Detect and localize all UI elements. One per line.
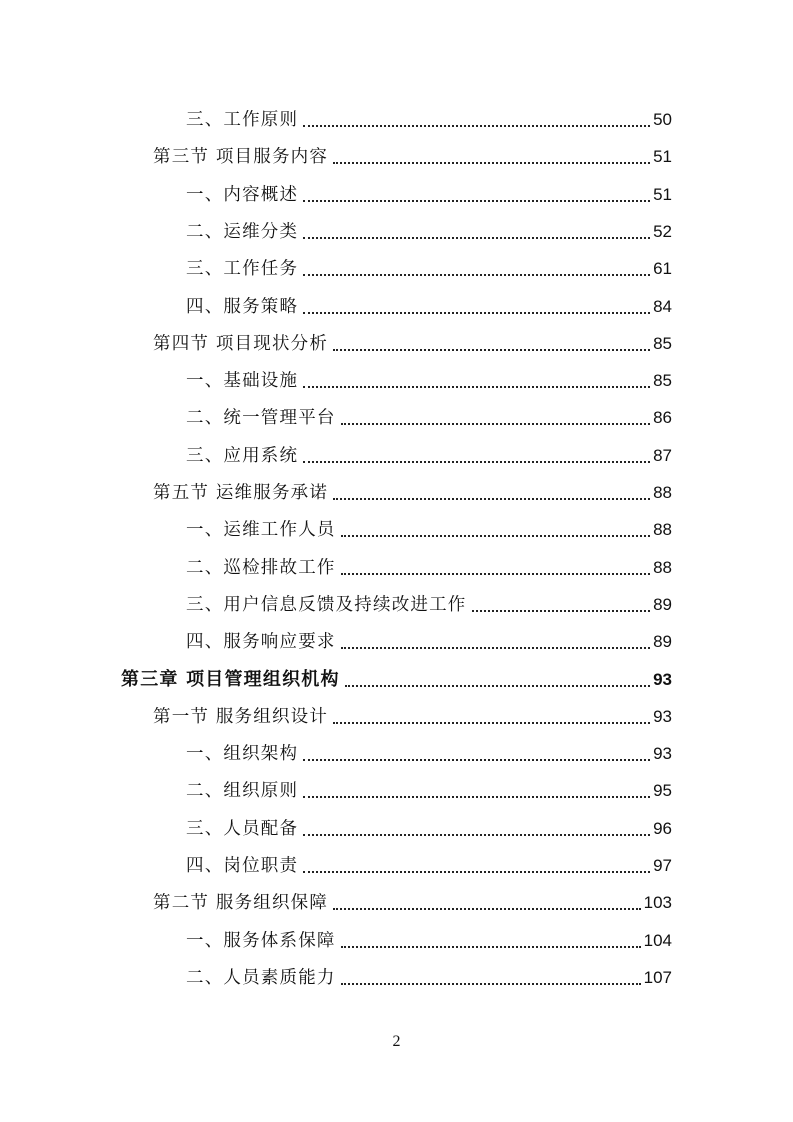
toc-entry-title: 一、内容概述 <box>186 184 299 205</box>
toc-dot-leader <box>303 759 650 761</box>
toc-entry-page: 88 <box>653 483 672 502</box>
toc-entry-page: 97 <box>653 856 672 875</box>
toc-dot-leader <box>333 162 650 164</box>
toc-dot-leader <box>303 386 650 388</box>
toc-entry-page: 88 <box>653 557 672 577</box>
toc-dot-leader <box>341 573 650 575</box>
toc-entry-title: 二、人员素质能力 <box>186 967 336 988</box>
toc-entry[interactable] <box>186 549 672 579</box>
toc-dot-leader <box>333 498 650 500</box>
toc-entry[interactable] <box>186 250 672 280</box>
toc-entry-title: 四、服务策略 <box>186 296 299 317</box>
toc-dot-leader <box>472 610 651 612</box>
toc-entry-page: 51 <box>653 184 672 204</box>
toc-entry[interactable] <box>186 288 672 318</box>
toc-entry-title: 第二节 服务组织保障 <box>153 893 329 914</box>
toc-entry-page: 52 <box>653 221 672 241</box>
toc-dot-leader <box>303 274 650 276</box>
toc-entry[interactable] <box>186 959 672 989</box>
toc-entry-title: 第三节 项目服务内容 <box>153 147 329 168</box>
toc-entry[interactable] <box>186 735 672 765</box>
toc-entry[interactable] <box>186 362 672 392</box>
toc-dot-leader <box>333 349 650 351</box>
toc-entry[interactable] <box>186 810 672 840</box>
toc-entry-title: 三、工作任务 <box>186 259 299 280</box>
toc-entry-title: 三、人员配备 <box>186 818 299 839</box>
toc-entry[interactable] <box>186 399 672 429</box>
toc-entry[interactable] <box>186 586 672 616</box>
toc-entry-page: 95 <box>653 781 672 801</box>
toc-entry-page: 50 <box>653 110 672 129</box>
toc-dot-leader <box>333 908 641 910</box>
toc-entry-title: 二、运维分类 <box>186 221 299 242</box>
toc-entry-title: 二、统一管理平台 <box>186 408 336 429</box>
toc-dot-leader <box>303 871 650 873</box>
toc-entry[interactable] <box>186 176 672 206</box>
toc-entry-page: 93 <box>653 744 672 764</box>
toc-dot-leader <box>303 200 650 202</box>
toc-entry-page: 85 <box>653 333 672 353</box>
toc-entry-page: 93 <box>653 706 672 726</box>
toc-entry-page: 89 <box>653 594 672 614</box>
toc-entry[interactable] <box>186 511 672 541</box>
toc-entry[interactable] <box>186 623 672 653</box>
toc-entry[interactable] <box>153 138 672 168</box>
toc-entry-title: 一、服务体系保障 <box>186 930 336 951</box>
toc-entry-title: 二、组织原则 <box>186 781 299 802</box>
toc-dot-leader <box>341 946 641 948</box>
toc-entry-title: 四、岗位职责 <box>186 856 299 876</box>
toc-dot-leader <box>303 796 650 798</box>
toc-entry-page: 51 <box>653 147 672 167</box>
toc-entry-title: 第四节 项目现状分析 <box>153 333 329 354</box>
toc-entry[interactable] <box>186 922 672 952</box>
toc-entry-title: 一、运维工作人员 <box>186 520 336 541</box>
toc-entry-title: 一、基础设施 <box>186 371 299 392</box>
toc-entry[interactable] <box>186 101 672 131</box>
toc-entry-title: 三、工作原则 <box>186 110 299 130</box>
toc-entry-page: 87 <box>653 445 672 465</box>
toc-entry-page: 85 <box>653 371 672 391</box>
toc-entry-page: 61 <box>653 259 672 279</box>
toc-dot-leader <box>341 983 641 985</box>
toc-entry-page: 84 <box>653 296 672 316</box>
toc-dot-leader <box>303 237 650 239</box>
toc-entry-page: 104 <box>643 930 672 950</box>
toc-entry-title: 四、服务响应要求 <box>186 632 336 653</box>
toc-dot-leader <box>341 423 650 425</box>
page-number: 2 <box>392 1033 401 1050</box>
toc-dot-leader <box>303 461 650 463</box>
toc-entry-title: 第五节 运维服务承诺 <box>153 483 329 503</box>
toc-entry-page: 88 <box>653 520 672 540</box>
toc-dot-leader <box>345 685 650 687</box>
toc-entry-title: 三、用户信息反馈及持续改进工作 <box>186 594 467 615</box>
toc-entry-page: 103 <box>643 893 672 913</box>
toc-entry-title: 二、巡检排故工作 <box>186 557 336 578</box>
toc-entry[interactable] <box>186 213 672 243</box>
toc-dot-leader <box>303 834 650 836</box>
toc-entry[interactable] <box>186 772 672 802</box>
toc-entry[interactable] <box>186 847 672 877</box>
toc-entry[interactable] <box>153 884 672 914</box>
toc-entry[interactable] <box>153 325 672 355</box>
toc-entry-title: 一、组织架构 <box>186 744 299 765</box>
toc-entry-title: 第一节 服务组织设计 <box>153 706 329 727</box>
toc-entry-page: 107 <box>643 967 672 987</box>
toc-entry-page: 89 <box>653 632 672 652</box>
toc-dot-leader <box>333 722 650 724</box>
toc-entry-title: 第三章 项目管理组织机构 <box>121 668 340 690</box>
toc-dot-leader <box>341 647 650 649</box>
toc-entry-page: 96 <box>653 818 672 838</box>
toc-entry-title: 三、应用系统 <box>186 445 299 466</box>
toc-entry-page: 93 <box>653 669 672 689</box>
toc-entry[interactable] <box>153 698 672 728</box>
toc-entry[interactable] <box>121 661 672 691</box>
toc-dot-leader <box>303 312 650 314</box>
toc-dot-leader <box>303 125 650 127</box>
toc-dot-leader <box>341 535 650 537</box>
toc-entry-page: 86 <box>653 408 672 428</box>
toc-entry[interactable] <box>186 437 672 467</box>
toc-entry[interactable] <box>153 474 672 504</box>
